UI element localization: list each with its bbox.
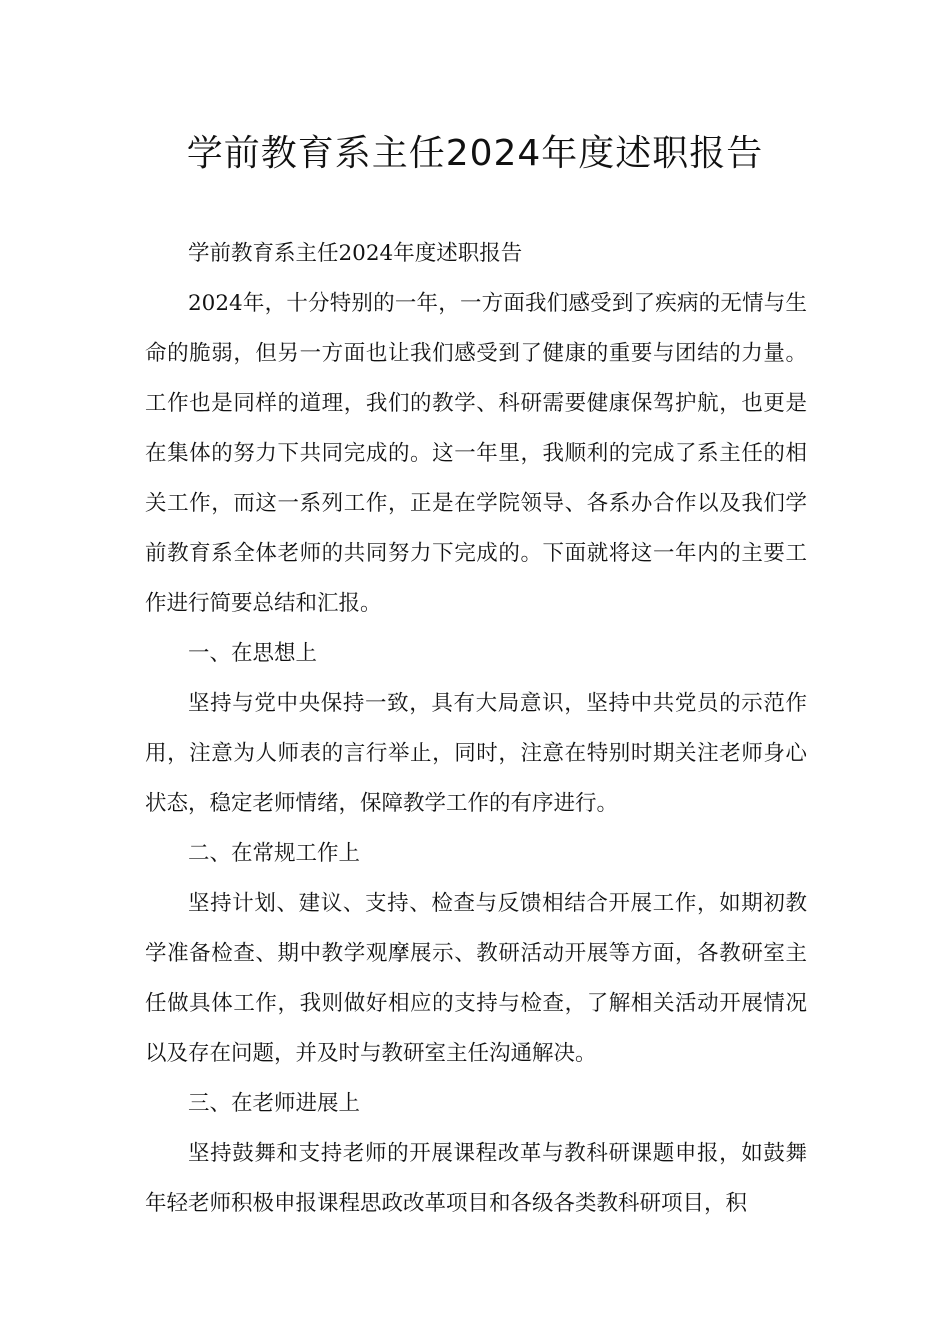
paragraph-thought: 坚持与党中央保持一致，具有大局意识，坚持中共党员的示范作用，注意为人师表的言行举止，同时，注意在特别时期关注老师身心状态，稳定老师情绪，保障教学工作的有序进行。 <box>145 691 807 816</box>
paragraph-routine-work: 坚持计划、建议、支持、检查与反馈相结合开展工作，如期初教学准备检查、期中教学观摩展示、教研活动开展等方面，各教研室主任做具体工作，我则做好相应的支持与检查，了解相关活动开展情况以及存在问题，并及时与教研室主任沟通解决。 <box>145 891 807 1066</box>
section-heading-routine-work: 二、在常规工作上 <box>188 841 361 866</box>
document-title: 学前教育系主任2024年度述职报告 <box>186 133 764 174</box>
paragraph-intro: 2024年，十分特别的一年，一方面我们感受到了疾病的无情与生命的脆弱，但另一方面也让我们感受到了健康的重要与团结的力量。工作也是同样的道理，我们的教学、科研需要健康保驾护航，也更是在集体的努力下共同完成的。这一年里，我顺利的完成了系主任的相关工作，而这一系列工作，正是在学院领导、各系办合作以及我们学前教育系全体老师的共同努力下完成的。下面就将这一年内的主要工作进行简要总结和汇报。 <box>145 291 807 616</box>
section-heading-teacher-development: 三、在老师进展上 <box>188 1091 361 1116</box>
paragraph-teacher-development: 坚持鼓舞和支持老师的开展课程改革与教科研课题申报，如鼓舞年轻老师积极申报课程思政改革项目和各级各类教科研项目，积 <box>145 1141 807 1216</box>
document-body <box>145 229 807 1229</box>
section-heading-thought: 一、在思想上 <box>188 641 318 666</box>
paragraph-subtitle: 学前教育系主任2024年度述职报告 <box>188 241 523 266</box>
